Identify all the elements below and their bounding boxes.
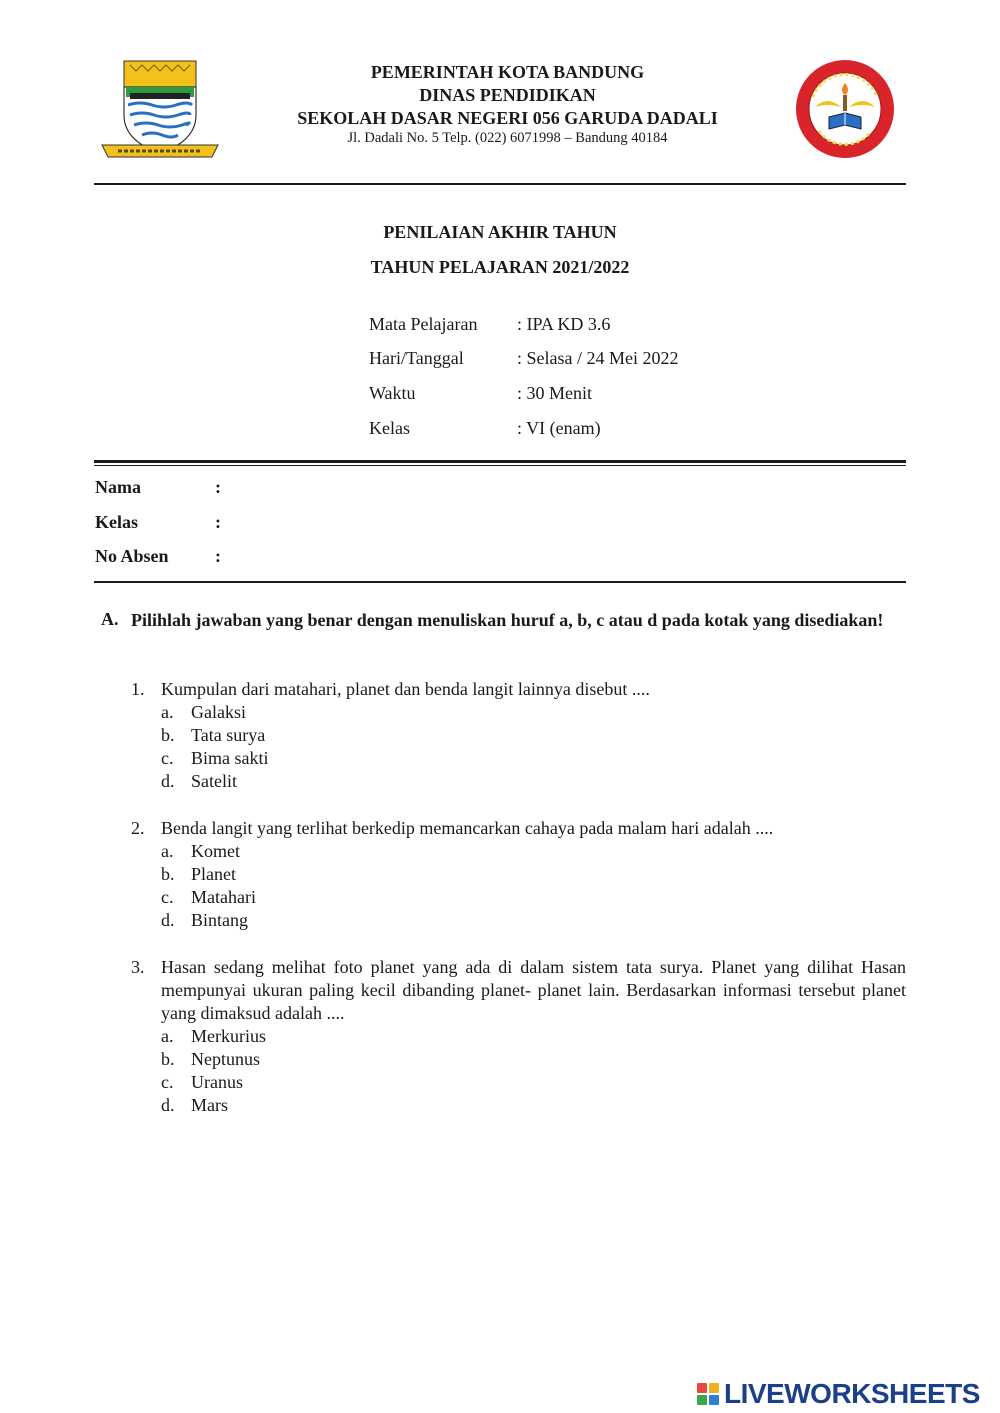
option-text: Neptunus — [191, 1049, 260, 1069]
meta-label-date: Hari/Tanggal — [369, 348, 464, 368]
option-letter: d. — [161, 771, 175, 791]
student-box-top-rule — [94, 460, 906, 463]
option-letter: b. — [161, 725, 175, 745]
government-name: PEMERINTAH KOTA BANDUNG — [370, 62, 645, 82]
meta-label-class: Kelas — [369, 418, 410, 438]
school-emblem-icon — [793, 57, 897, 161]
option-letter: d. — [161, 910, 175, 930]
student-number-colon: : — [215, 546, 221, 566]
meta-value-time: : 30 Menit — [517, 383, 592, 403]
exam-title: PENILAIAN AKHIR TAHUN — [383, 222, 617, 242]
option-text: Matahari — [191, 887, 256, 907]
question-text: Hasan sedang melihat foto planet yang ada di dalam sistem tata surya. Planet yang dilihat Hasan mempunyai ukuran paling kecil dibanding planet- planet lain. Berdasarkan informasi tersebut planet yang dimaksud adalah .... — [161, 957, 906, 1023]
option-letter: d. — [161, 1095, 175, 1115]
student-name-field[interactable] — [232, 477, 896, 503]
option-letter: a. — [161, 702, 174, 722]
meta-label-subject: Mata Pelajaran — [369, 314, 478, 334]
student-name-label: Nama — [95, 477, 141, 497]
question-number: 2. — [131, 818, 145, 838]
student-number-field[interactable] — [232, 546, 896, 572]
school-address: Jl. Dadali No. 5 Telp. (022) 6071998 – Bandung 40184 — [347, 130, 668, 146]
department-name: DINAS PENDIDIKAN — [419, 85, 596, 105]
meta-value-subject: : IPA KD 3.6 — [517, 314, 611, 334]
option-text: Satelit — [191, 771, 237, 791]
question-text: Benda langit yang terlihat berkedip memancarkan cahaya pada malam hari adalah .... — [161, 818, 774, 838]
option-text: Mars — [191, 1095, 228, 1115]
option-text: Planet — [191, 864, 236, 884]
watermark-text: LIVEWORKSHEETS — [724, 1378, 980, 1409]
option-letter: b. — [161, 1049, 175, 1069]
student-class-field[interactable] — [232, 512, 896, 538]
student-class-colon: : — [215, 512, 221, 532]
option-letter: c. — [161, 887, 174, 907]
option-text: Tata surya — [191, 725, 266, 745]
meta-value-class: : VI (enam) — [517, 418, 601, 438]
meta-label-time: Waktu — [369, 383, 416, 403]
option-letter: c. — [161, 748, 174, 768]
option-letter: a. — [161, 1026, 174, 1046]
liveworksheets-watermark — [697, 1378, 980, 1410]
option-text: Komet — [191, 841, 240, 861]
option-letter: b. — [161, 864, 175, 884]
letterhead-divider — [94, 183, 906, 185]
option-text: Bintang — [191, 910, 248, 930]
option-text: Merkurius — [191, 1026, 266, 1046]
student-name-colon: : — [215, 477, 221, 497]
question-text: Kumpulan dari matahari, planet dan benda langit lainnya disebut .... — [161, 679, 650, 699]
section-instruction: Pilihlah jawaban yang benar dengan menuliskan huruf a, b, c atau d pada kotak yang disediakan! — [131, 610, 884, 630]
student-box-bottom-rule — [94, 581, 906, 583]
question-number: 1. — [131, 679, 145, 699]
student-box-top-rule-thin — [94, 465, 906, 466]
option-letter: a. — [161, 841, 174, 861]
school-name: SEKOLAH DASAR NEGERI 056 GARUDA DADALI — [297, 108, 718, 128]
option-text: Uranus — [191, 1072, 243, 1092]
student-class-label: Kelas — [95, 512, 138, 532]
academic-year: TAHUN PELAJARAN 2021/2022 — [370, 257, 630, 277]
option-text: Galaksi — [191, 702, 246, 722]
question-number: 3. — [131, 957, 145, 977]
option-text: Bima sakti — [191, 748, 269, 768]
option-letter: c. — [161, 1072, 174, 1092]
liveworksheets-logo-icon — [697, 1383, 719, 1405]
student-number-label: No Absen — [95, 546, 169, 566]
section-letter: A. — [101, 609, 119, 629]
meta-value-date: : Selasa / 24 Mei 2022 — [517, 348, 679, 368]
